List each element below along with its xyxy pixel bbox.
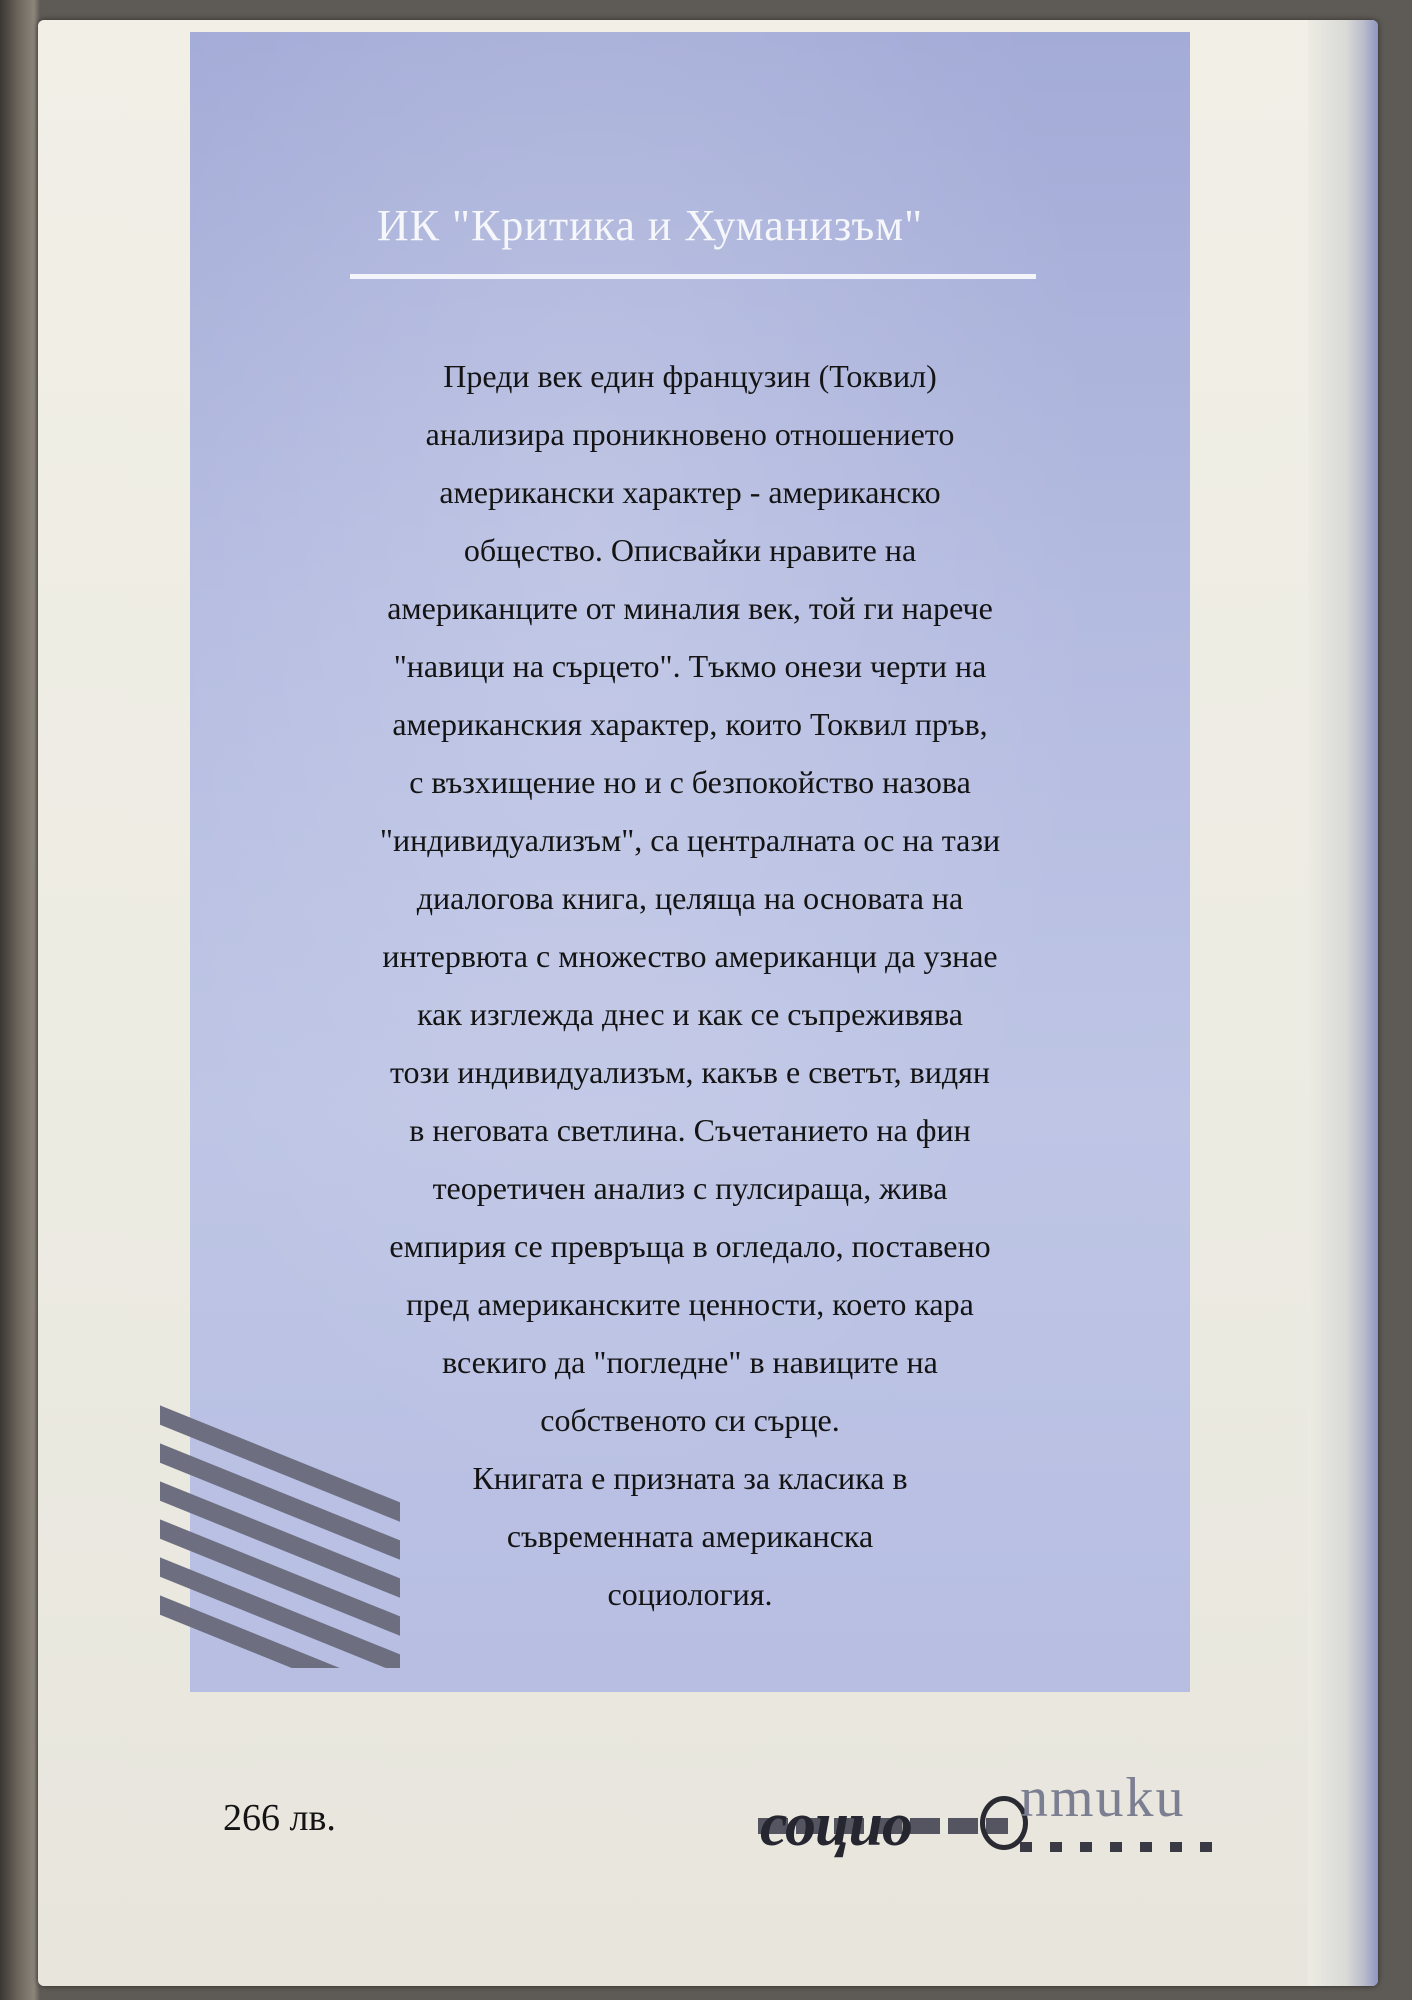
logo-rest-text: nmuku	[1020, 1767, 1186, 1829]
blurb-line: съвременната американска	[506, 1518, 874, 1554]
blurb-line: пред американските ценности, което кара	[406, 1286, 974, 1322]
blurb-line: анализира проникновено отношението	[425, 416, 955, 452]
blurb-line: "индивидуализъм", са централната ос на тази	[379, 822, 1001, 858]
blurb-line: този индивидуализъм, какъв е светът, видян	[389, 1054, 990, 1090]
blurb-line: как изглежда днес и как се съпреживява	[417, 996, 963, 1032]
blurb-line: американски характер - американско	[439, 474, 941, 510]
blurb-line: американците от миналия век, той ги нарече	[387, 590, 993, 626]
blurb-line: Преди век един французин (Токвил)	[443, 358, 937, 394]
blurb-line: собственото си сърце.	[540, 1402, 840, 1438]
series-logo	[758, 1760, 1228, 1880]
price-label: 266 лв.	[223, 1797, 336, 1839]
logo-main-text: социо	[760, 1791, 912, 1859]
blurb-line: всекиго да "погледне" в навиците на	[442, 1344, 938, 1380]
book-back-cover	[38, 20, 1378, 1986]
logo-dots	[1020, 1842, 1220, 1852]
blurb-line: "навици на сърцето". Тъкмо онези черти на	[393, 648, 987, 684]
blurb-line: теоретичен анализ с пулсираща, жива	[432, 1170, 948, 1206]
blurb-line: диалогова книга, целяща на основата на	[416, 880, 964, 916]
decorative-stripes	[160, 1398, 400, 1668]
blurb-line: с възхищение но и с безпокойство назова	[409, 764, 971, 800]
blurb-line: американския характер, които Токвил пръв,	[392, 706, 988, 742]
publisher-underline	[350, 274, 1036, 279]
blurb-line: Книгата е призната за класика в	[472, 1460, 908, 1496]
publisher-name: ИК "Критика и Хуманизъм"	[376, 201, 924, 250]
blurb-line: интервюта с множество американци да узнае	[382, 938, 998, 974]
cover-edge	[1308, 20, 1378, 1986]
blurb-line: емпирия се превръща в огледало, поставено	[389, 1228, 991, 1264]
blurb-line: общество. Описвайки нравите на	[463, 532, 917, 568]
blurb-line: социология.	[607, 1576, 773, 1612]
blurb-line: в неговата светлина. Съчетанието на фин	[409, 1112, 971, 1148]
